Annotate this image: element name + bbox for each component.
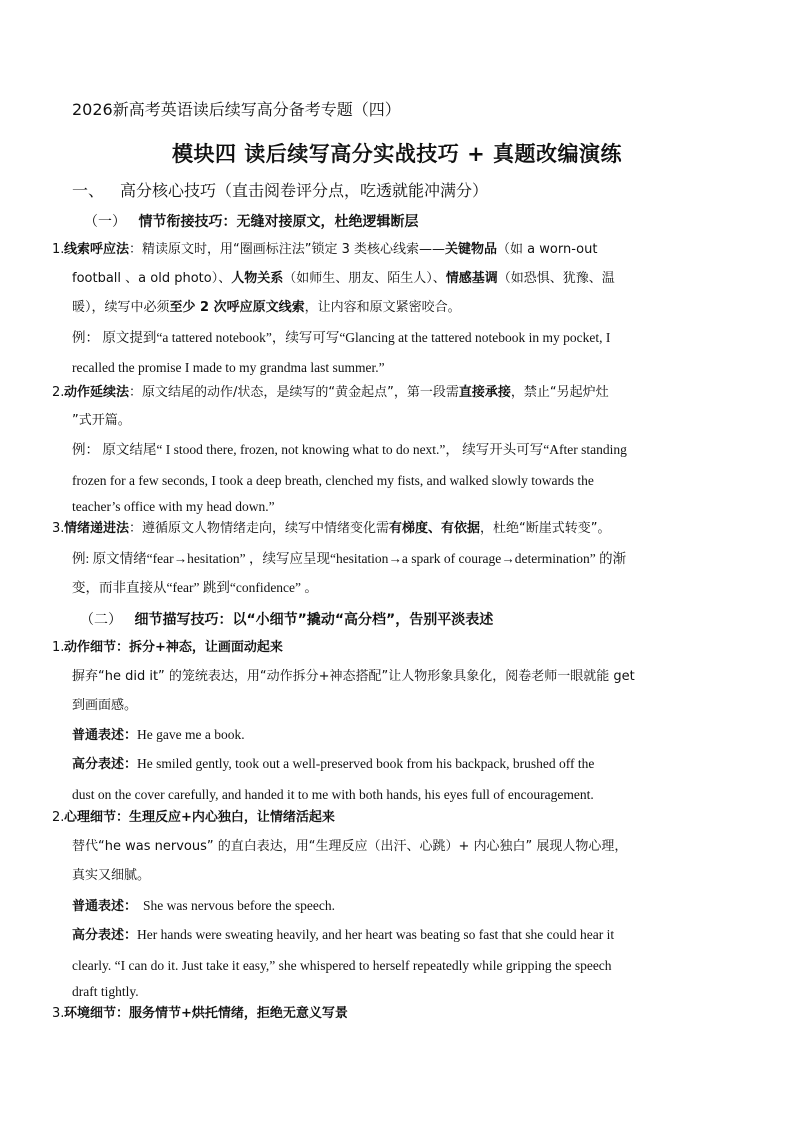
high-expression [72, 755, 594, 774]
example-line: frozen for a few seconds, I took a deep breath, clenched my fists, and walked slowly towards the [72, 473, 594, 488]
item-head: 动作延续法 [64, 385, 130, 400]
text-run: 暖），续写中必须 [72, 300, 170, 315]
item-marker: 2. [52, 385, 65, 400]
subsection-label: （二） [80, 612, 122, 628]
section-title: 高分核心技巧（直击阅卷评分点，吃透就能冲满分） [120, 181, 489, 200]
text-run-bold: 情感基调 [445, 271, 498, 286]
example-line: 例: 原文情绪“fear→hesitation” ，续写应呈现“hesitation→a spark of courage→determination” 的渐 [72, 551, 627, 566]
item-head: 情绪递进法 [64, 521, 130, 536]
item-head: 心理细节：生理反应+内心独白，让情绪活起来 [64, 810, 335, 825]
high-expression-line: dust on the cover carefully, and handed it to me with both hands, his eyes full of encouragement. [72, 787, 594, 802]
text-run: ，禁止“另起炉灶 [510, 385, 609, 400]
text-run: He gave me a book. [137, 727, 245, 742]
module-title: 模块四 读后续写高分实战技巧 + 真题改编演练 [171, 142, 623, 166]
text-run: ：原文结尾的动作/状态，是续写的“黄金起点”，第一段需 [129, 385, 459, 400]
text-run: （如 a worn-out [497, 242, 598, 257]
high-expression-line: draft tightly. [72, 984, 139, 999]
item-marker: 2. [52, 810, 65, 825]
text-run-bold: 至少 2 次呼应原文线索 [169, 300, 305, 315]
label-bold: 高分表述： [72, 928, 138, 943]
text-run: She was nervous before the speech. [143, 898, 335, 913]
item-line [64, 520, 611, 538]
text-run: ：精读原文时，用“圈画标注法”锁定 3 类核心线索—— [129, 242, 446, 257]
text-run: （如恐惧、犹豫、温 [497, 271, 615, 286]
item-line [64, 241, 597, 259]
text-run-bold: 直接承接 [458, 385, 511, 400]
subsection-label: （一） [84, 214, 126, 230]
item-line: ”式开篇。 [72, 413, 131, 428]
example-line: teacher’s office with my head down.” [72, 499, 275, 514]
document-title: 2026新高考英语读后续写高分备考专题（四） [72, 100, 401, 119]
text-run: football 、a old photo）、 [72, 271, 232, 286]
label-bold: 普通表述： [72, 899, 138, 914]
item-head: 线索呼应法 [64, 242, 130, 257]
example-line: recalled the promise I made to my grandma last summer.” [72, 360, 385, 375]
label-bold: 高分表述： [72, 757, 138, 772]
section-number: 一、 [72, 181, 105, 200]
item-head: 环境细节：服务情节+烘托情绪，拒绝无意义写景 [64, 1006, 348, 1021]
section-heading [72, 178, 488, 201]
text-run: ：遵循原文人物情绪走向，续写中情绪变化需 [129, 521, 390, 536]
example-line: 变，而非直接从“fear” 跳到“confidence” 。 [72, 580, 318, 595]
subsection-heading-1 [84, 211, 418, 231]
item-marker: 1. [52, 640, 65, 655]
plain-expression [72, 897, 335, 916]
text-run: （如师生、朋友、陌生人）、 [283, 271, 446, 286]
paragraph-line: 摒弃“he did it” 的笼统表达，用“动作拆分+神态搭配”让人物形象具象化，阅卷老师一眼就能 get [72, 669, 635, 684]
high-expression-line: clearly. “I can do it. Just take it easy,” she whispered to herself repeatedly while gripping the speech [72, 958, 612, 973]
label-bold: 普通表述： [72, 728, 138, 743]
item-line [72, 270, 615, 288]
subsection-heading-2 [80, 609, 493, 629]
high-expression [72, 926, 614, 945]
text-run-bold: 人物关系 [231, 271, 284, 286]
paragraph-line: 到画面感。 [72, 698, 138, 713]
text-run-bold: 有梯度、有依据 [389, 521, 481, 536]
text-run: ，杜绝“断崖式转变”。 [480, 521, 611, 536]
item-marker: 1. [52, 242, 65, 257]
item-line [64, 384, 609, 402]
text-run-bold: 关键物品 [445, 242, 498, 257]
text-run: ，让内容和原文紧密咬合。 [304, 300, 461, 315]
paragraph-line: 真实又细腻。 [72, 868, 151, 883]
example-line: 例： 原文提到“a tattered notebook”，续写可写“Glancing at the tattered notebook in my pocket, I [72, 330, 611, 345]
plain-expression [72, 726, 245, 745]
paragraph-line: 替代“he was nervous” 的直白表达，用“生理反应（出汗、心跳）+ 内心独白” 展现人物心理， [72, 839, 628, 854]
example-line: 例： 原文结尾“ I stood there, frozen, not knowing what to do next.”， 续写开头可写“After standing [72, 442, 627, 457]
item-marker: 3. [52, 521, 65, 536]
subsection-title: 细节描写技巧：以“小细节”撬动“高分档”，告别平淡表述 [134, 612, 494, 628]
item-line [72, 299, 461, 317]
item-head: 动作细节：拆分+神态，让画面动起来 [64, 640, 283, 655]
subsection-title: 情节衔接技巧：无缝对接原文，杜绝逻辑断层 [138, 214, 419, 230]
item-marker: 3. [52, 1006, 65, 1021]
text-run: Her hands were sweating heavily, and her heart was beating so fast that she could hear it [137, 927, 615, 942]
text-run: He smiled gently, took out a well-preserved book from his backpack, brushed off the [137, 756, 595, 771]
